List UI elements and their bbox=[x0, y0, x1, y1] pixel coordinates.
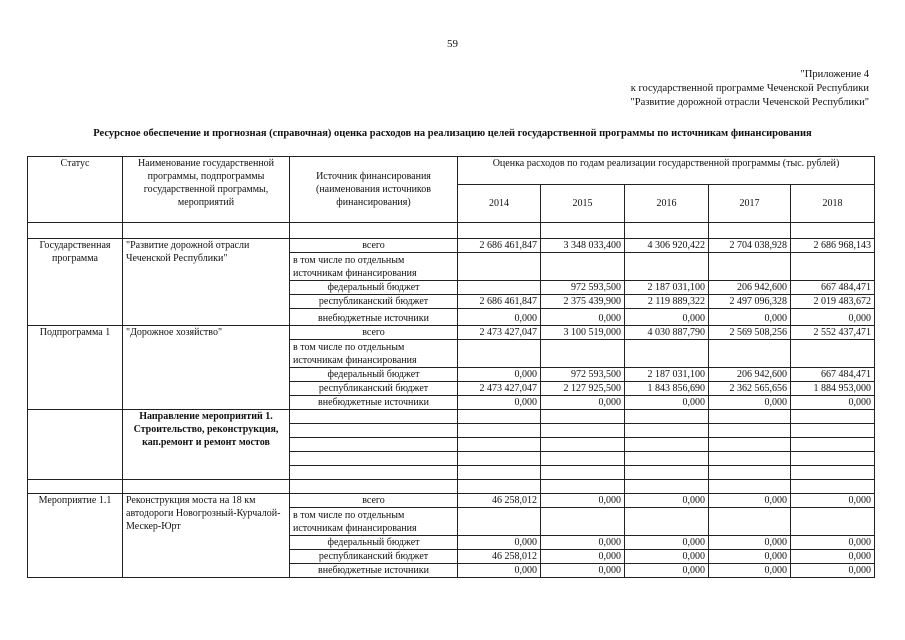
cell: 2 119 889,322 bbox=[625, 295, 709, 309]
page-number: 59 bbox=[447, 38, 458, 50]
cell: 0,000 bbox=[791, 564, 875, 578]
source-republic: республиканский бюджет bbox=[290, 550, 458, 564]
cell: 3 100 519,000 bbox=[541, 326, 625, 340]
program-status: Государственная программа bbox=[28, 239, 123, 326]
cell: 4 306 920,422 bbox=[625, 239, 709, 253]
cell: 0,000 bbox=[541, 309, 625, 326]
cell: 0,000 bbox=[791, 494, 875, 508]
cell: 0,000 bbox=[791, 309, 875, 326]
header-year-2018: 2018 bbox=[791, 185, 875, 223]
cell: 2 686 461,847 bbox=[458, 295, 541, 309]
subprogram-status: Подпрограмма 1 bbox=[28, 326, 123, 410]
cell: 0,000 bbox=[625, 564, 709, 578]
cell: 206 942,600 bbox=[709, 281, 791, 295]
cell: 3 348 033,400 bbox=[541, 239, 625, 253]
cell bbox=[458, 281, 541, 295]
appendix-line-2: к государственной программе Чеченской Республики bbox=[630, 83, 869, 94]
cell: 972 593,500 bbox=[541, 281, 625, 295]
cell: 0,000 bbox=[709, 494, 791, 508]
cell: 2 704 038,928 bbox=[709, 239, 791, 253]
table-row bbox=[28, 410, 875, 424]
cell: 0,000 bbox=[541, 396, 625, 410]
cell: 0,000 bbox=[458, 564, 541, 578]
cell: 0,000 bbox=[625, 309, 709, 326]
header-year-2017: 2017 bbox=[709, 185, 791, 223]
cell: 4 030 887,790 bbox=[625, 326, 709, 340]
cell: 2 375 439,900 bbox=[541, 295, 625, 309]
cell: 2 187 031,100 bbox=[625, 368, 709, 382]
cell: 0,000 bbox=[458, 396, 541, 410]
cell: 0,000 bbox=[541, 536, 625, 550]
cell: 0,000 bbox=[458, 309, 541, 326]
cell: 0,000 bbox=[625, 550, 709, 564]
cell: 2 686 968,143 bbox=[791, 239, 875, 253]
cell: 2 127 925,500 bbox=[541, 382, 625, 396]
table-row bbox=[28, 494, 875, 508]
cell: 0,000 bbox=[709, 536, 791, 550]
cell: 0,000 bbox=[791, 396, 875, 410]
source-incl: в том числе по отдельным источникам финансирования bbox=[290, 253, 458, 281]
header-year-2014: 2014 bbox=[458, 185, 541, 223]
cell: 2 019 483,672 bbox=[791, 295, 875, 309]
cell: 2 686 461,847 bbox=[458, 239, 541, 253]
header-source: Источник финансирования (наименования источников финансирования) bbox=[290, 157, 458, 223]
header-status: Статус bbox=[28, 157, 123, 223]
cell: 2 187 031,100 bbox=[625, 281, 709, 295]
subprogram-name: "Дорожное хозяйство" bbox=[123, 326, 290, 410]
cell: 0,000 bbox=[541, 550, 625, 564]
cell: 0,000 bbox=[458, 368, 541, 382]
header-year-2016: 2016 bbox=[625, 185, 709, 223]
table-row bbox=[28, 239, 875, 253]
direction-name: Направление мероприятий 1. Строительство, реконструкция, кап.ремонт и ремонт мостов bbox=[123, 410, 290, 480]
spacer-row bbox=[28, 480, 875, 494]
appendix-line-1: "Приложение 4 bbox=[800, 69, 869, 80]
cell: 972 593,500 bbox=[541, 368, 625, 382]
source-federal: федеральный бюджет bbox=[290, 536, 458, 550]
cell: 2 473 427,047 bbox=[458, 382, 541, 396]
source-federal: федеральный бюджет bbox=[290, 368, 458, 382]
header-name: Наименование государственной программы, подпрограммы государственной программы, мероприятий bbox=[123, 157, 290, 223]
cell: 2 569 508,256 bbox=[709, 326, 791, 340]
cell: 206 942,600 bbox=[709, 368, 791, 382]
source-incl: в том числе по отдельным источникам финансирования bbox=[290, 508, 458, 536]
header-year-2015: 2015 bbox=[541, 185, 625, 223]
cell: 0,000 bbox=[709, 396, 791, 410]
cell: 0,000 bbox=[541, 494, 625, 508]
cell: 2 552 437,471 bbox=[791, 326, 875, 340]
appendix-note bbox=[630, 68, 869, 110]
cell: 0,000 bbox=[791, 550, 875, 564]
header-estimate: Оценка расходов по годам реализации государственной программы (тыс. рублей) bbox=[458, 157, 875, 185]
measure-name: Реконструкция моста на 18 км автодороги Новогрозный-Курчалой-Мескер-Юрт bbox=[123, 494, 290, 578]
cell: 0,000 bbox=[709, 550, 791, 564]
source-extra: внебюджетные источники bbox=[290, 396, 458, 410]
cell: 0,000 bbox=[709, 309, 791, 326]
spacer-row bbox=[28, 223, 875, 239]
source-republic: республиканский бюджет bbox=[290, 382, 458, 396]
cell: 2 497 096,328 bbox=[709, 295, 791, 309]
cell: 0,000 bbox=[625, 396, 709, 410]
cell: 667 484,471 bbox=[791, 281, 875, 295]
resource-table bbox=[27, 156, 875, 578]
source-total: всего bbox=[290, 494, 458, 508]
program-name: "Развитие дорожной отрасли Чеченской Республики" bbox=[123, 239, 290, 326]
source-extra: внебюджетные источники bbox=[290, 564, 458, 578]
source-republic: республиканский бюджет bbox=[290, 295, 458, 309]
document-title: Ресурсное обеспечение и прогнозная (справочная) оценка расходов на реализацию целей государственной программы по источникам финансирования bbox=[93, 128, 812, 139]
cell: 46 258,012 bbox=[458, 550, 541, 564]
source-extra: внебюджетные источники bbox=[290, 309, 458, 326]
cell: 2 473 427,047 bbox=[458, 326, 541, 340]
cell: 0,000 bbox=[458, 536, 541, 550]
cell: 0,000 bbox=[541, 564, 625, 578]
appendix-line-3: "Развитие дорожной отрасли Чеченской Республики" bbox=[630, 97, 869, 108]
cell: 1 884 953,000 bbox=[791, 382, 875, 396]
cell: 2 362 565,656 bbox=[709, 382, 791, 396]
source-incl: в том числе по отдельным источникам финансирования bbox=[290, 340, 458, 368]
measure-status: Мероприятие 1.1 bbox=[28, 494, 123, 578]
cell: 667 484,471 bbox=[791, 368, 875, 382]
cell: 1 843 856,690 bbox=[625, 382, 709, 396]
table-row bbox=[28, 326, 875, 340]
source-federal: федеральный бюджет bbox=[290, 281, 458, 295]
cell: 46 258,012 bbox=[458, 494, 541, 508]
cell: 0,000 bbox=[625, 494, 709, 508]
source-total: всего bbox=[290, 239, 458, 253]
cell: 0,000 bbox=[791, 536, 875, 550]
cell: 0,000 bbox=[625, 536, 709, 550]
source-total: всего bbox=[290, 326, 458, 340]
cell: 0,000 bbox=[709, 564, 791, 578]
